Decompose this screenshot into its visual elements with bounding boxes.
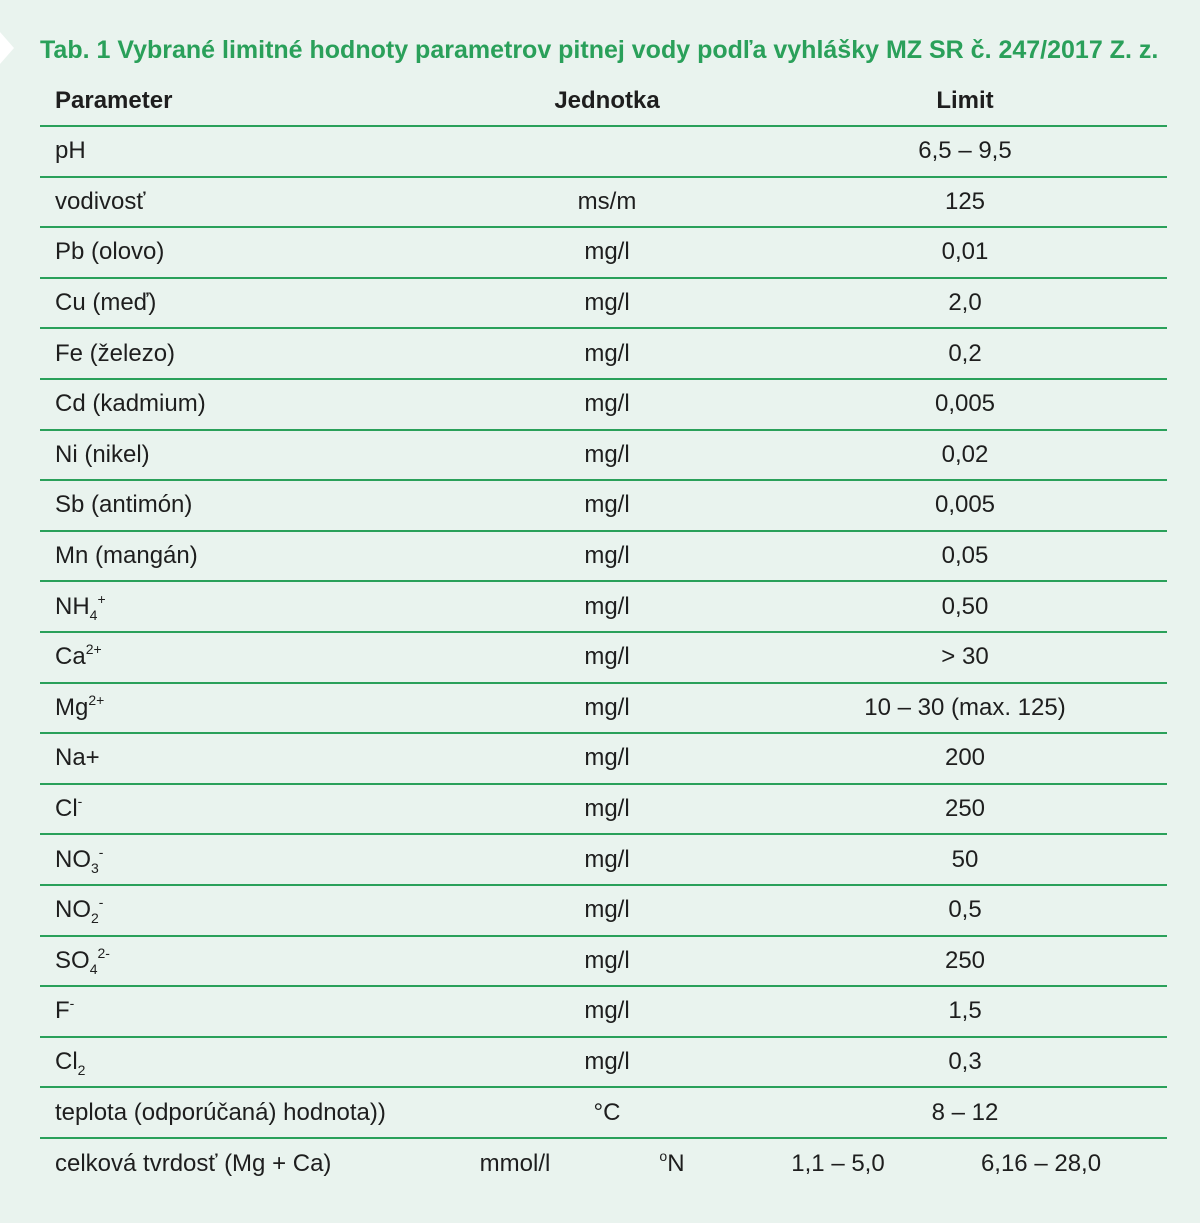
- row-unit: mg/l: [584, 693, 630, 721]
- table-row-hardness: [40, 1139, 1167, 1190]
- row-unit: mg/l: [584, 744, 630, 772]
- row-limit: 0,05: [941, 542, 989, 570]
- row-parameter: [55, 997, 74, 1025]
- parameter-subscript: 3: [91, 859, 99, 876]
- row-unit: mg/l: [584, 643, 630, 671]
- row-unit: mg/l: [584, 238, 630, 266]
- table-body: [40, 127, 1167, 1139]
- row-unit: mg/l: [584, 339, 630, 367]
- row-limit: 1,5: [948, 997, 982, 1025]
- header-parameter: Parameter: [55, 87, 173, 114]
- parameter-symbol: NO: [55, 896, 91, 924]
- table-row: [40, 481, 1167, 532]
- table-row: [40, 1038, 1167, 1089]
- row-parameter: [55, 691, 105, 722]
- row-unit-degree: [659, 1150, 684, 1178]
- parameter-symbol: NO: [55, 845, 91, 873]
- row-unit-mmol: mmol/l: [479, 1150, 551, 1178]
- table-row: [40, 785, 1167, 836]
- row-parameter: celková tvrdosť (Mg + Ca): [55, 1150, 332, 1178]
- row-parameter: [55, 843, 104, 876]
- parameter-superscript: 2+: [88, 691, 105, 708]
- row-unit: mg/l: [584, 845, 630, 873]
- parameter-symbol: Cl: [55, 1047, 78, 1075]
- table-row: [40, 886, 1167, 937]
- row-limit: 6,5 – 9,5: [918, 137, 1012, 165]
- table-row: [40, 734, 1167, 785]
- row-limit: 0,2: [948, 339, 982, 367]
- table-row: [40, 633, 1167, 684]
- row-parameter: Cu (meď): [55, 289, 157, 317]
- row-unit: mg/l: [584, 390, 630, 418]
- table-row: [40, 987, 1167, 1038]
- table-row: [40, 431, 1167, 482]
- degree-mark: o: [659, 1148, 668, 1165]
- row-limit: 10 – 30 (max. 125): [864, 693, 1066, 721]
- row-unit: mg/l: [584, 440, 630, 468]
- table-row: [40, 228, 1167, 279]
- corner-marker: [0, 32, 14, 64]
- table-caption: Tab. 1 Vybrané limitné hodnoty parametrov pitnej vody podľa vyhlášky MZ SR č. 247/2017 Z. z.: [40, 36, 1159, 64]
- row-limit: 125: [944, 187, 986, 215]
- row-parameter: Na+: [55, 744, 100, 772]
- row-limit-mmol: 1,1 – 5,0: [791, 1150, 885, 1178]
- parameter-superscript: 2-: [97, 944, 110, 961]
- row-unit: mg/l: [584, 997, 630, 1025]
- parameter-superscript: -: [98, 894, 104, 911]
- row-limit: 0,02: [941, 440, 989, 468]
- row-parameter: [55, 894, 104, 927]
- parameter-superscript: +: [97, 590, 106, 607]
- table-row: [40, 1088, 1167, 1139]
- table-row: [40, 684, 1167, 735]
- row-unit: mg/l: [584, 542, 630, 570]
- row-limit: 8 – 12: [931, 1098, 999, 1126]
- row-limit: 200: [944, 744, 986, 772]
- table-row: [40, 279, 1167, 330]
- row-parameter: Cd (kadmium): [55, 390, 206, 418]
- row-unit: mg/l: [584, 946, 630, 974]
- row-unit: mg/l: [584, 1047, 630, 1075]
- parameter-subscript: 4: [89, 606, 98, 623]
- parameter-superscript: -: [98, 843, 104, 860]
- header-limit: Limit: [936, 87, 994, 114]
- table-header: [40, 77, 1167, 127]
- row-parameter: teplota (odporúčaná) hodnota)): [55, 1098, 386, 1126]
- row-parameter: [55, 590, 106, 623]
- row-parameter: Pb (olovo): [55, 238, 165, 266]
- parameter-symbol: F: [55, 997, 70, 1025]
- parameter-superscript: 2+: [85, 641, 102, 658]
- row-limit: 50: [951, 845, 979, 873]
- table-row: [40, 127, 1167, 178]
- row-limit: 250: [944, 795, 986, 823]
- row-limit: 0,50: [941, 592, 989, 620]
- row-limit-degree: 6,16 – 28,0: [980, 1150, 1102, 1178]
- row-parameter: [55, 795, 82, 823]
- row-parameter: [55, 643, 102, 671]
- table-row: [40, 380, 1167, 431]
- row-limit: 0,5: [948, 896, 982, 924]
- table-row: [40, 178, 1167, 229]
- row-unit: ms/m: [577, 187, 637, 215]
- row-limit: 0,01: [941, 238, 989, 266]
- parameter-symbol: Cl: [55, 795, 78, 823]
- row-unit: °C: [593, 1098, 621, 1126]
- row-parameter: pH: [55, 137, 86, 165]
- table-row: [40, 329, 1167, 380]
- table-row: [40, 937, 1167, 988]
- limits-table: [40, 77, 1167, 1189]
- parameter-symbol: Mg: [55, 693, 89, 721]
- row-unit: mg/l: [584, 795, 630, 823]
- row-limit: 250: [944, 946, 986, 974]
- row-unit: mg/l: [584, 491, 630, 519]
- parameter-subscript: 2: [91, 910, 99, 927]
- row-unit: mg/l: [584, 592, 630, 620]
- header-unit: Jednotka: [554, 87, 660, 114]
- row-limit: 2,0: [948, 289, 982, 317]
- parameter-subscript: 2: [77, 1061, 86, 1078]
- row-parameter: [55, 1048, 85, 1076]
- row-limit: 0,005: [934, 491, 996, 519]
- parameter-symbol: SO: [55, 946, 90, 974]
- row-parameter: [55, 944, 110, 977]
- parameter-symbol: NH: [55, 592, 90, 620]
- row-parameter: Sb (antimón): [55, 491, 193, 519]
- row-parameter: vodivosť: [55, 187, 146, 215]
- table-row: [40, 835, 1167, 886]
- table-row: [40, 582, 1167, 633]
- parameter-superscript: -: [69, 995, 75, 1012]
- row-limit: 0,005: [934, 390, 996, 418]
- row-limit: > 30: [941, 643, 989, 671]
- row-unit: mg/l: [584, 896, 630, 924]
- parameter-superscript: -: [77, 793, 83, 810]
- row-unit: mg/l: [584, 289, 630, 317]
- row-limit: 0,3: [948, 1047, 982, 1075]
- parameter-subscript: 4: [89, 960, 98, 977]
- row-parameter: Fe (železo): [55, 339, 176, 367]
- row-parameter: Mn (mangán): [55, 542, 198, 570]
- parameter-symbol: Ca: [55, 643, 86, 671]
- row-parameter: Ni (nikel): [55, 440, 150, 468]
- degree-unit: N: [667, 1150, 685, 1178]
- table-row: [40, 532, 1167, 583]
